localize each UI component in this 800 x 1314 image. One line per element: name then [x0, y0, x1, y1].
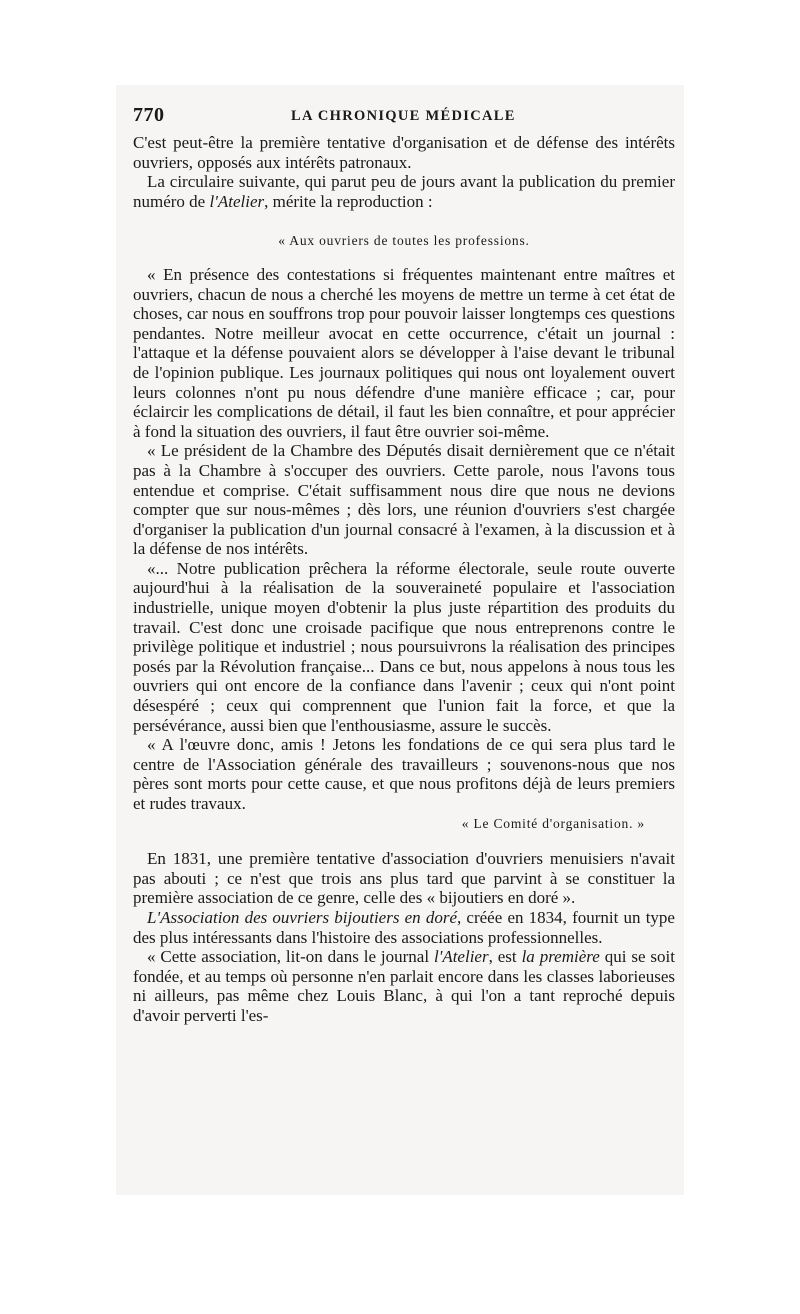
quote-paragraph-1: « En présence des contestations si fréquentes maintenant entre maîtres et ouvriers, chacun de nous a cherché les moyens de mettre un terme à cet état de choses, car nous en souffrons trop pour pouvoir laisser longtemps ces questions pendantes. Notre meilleur avocat en cette occurrence, c'était un journal : l'attaque et la défense pouvaient alors se développer à l'aise devant le tribunal de l'opinion publique. Les journaux politiques qui nous ont loyalement ouvert leurs colonnes n'ont pu nous défendre d'une manière efficace ; car, pour éclaircir les complications de détail, il faut les bien connaître, et pour apprécier à fond la situation des ouvriers, il faut être ouvrier soi-même.: [133, 264, 675, 441]
page-number: 770: [133, 104, 165, 126]
circular-title: « Aux ouvriers de toutes les professions.: [278, 233, 530, 249]
journal-title: l'Atelier: [209, 191, 265, 211]
quote-paragraph-3: «... Notre publication prêchera la réforme électorale, seule route ouverte aujourd'hui à la réalisation de la souveraineté populaire et l'association industrielle, unique moyen d'obtenir la plus juste répartition des produits du travail. C'est donc une croisade pacifique que nous entreprenons contre le privilège politique et industriel ; nous poursuivrons la réalisation des principes posés par la Révolution française... Dans ce but, nous appelons à nous tous les ouvriers qui ont encore de la confiance dans l'avenir ; ceux qui n'ont point désespéré ; ceux qui comprennent que l'union fait la force, et que la persévérance, aussi bien que l'enthousiasme, assure le succès.: [133, 558, 675, 735]
page-header: [133, 104, 675, 134]
paragraph-2: La circulaire suivante, qui parut peu de jours avant la publication du premier numéro de l'Atelier, mérite la reproduction :: [133, 172, 675, 211]
paragraph-3: En 1831, une première tentative d'association d'ouvriers menuisiers n'avait pas abouti ; ce n'est que trois ans plus tard que parvint à se constituer la première association de ce genre, celle des « bijoutiers en doré ».: [133, 849, 675, 908]
paragraph-5: « Cette association, lit-on dans le journal l'Atelier, est la première qui se soit fondée, et au temps où personne n'en parlait encore dans les classes laborieuses ni ailleurs, pas même chez Louis Blanc, à qui l'on a tant reproché depuis d'avoir perverti l'es-: [133, 947, 675, 1025]
article-body: [133, 133, 675, 1026]
paragraph-1: C'est peut-être la première tentative d'organisation et de défense des intérêts ouvriers, opposés aux intérêts patronaux.: [133, 133, 675, 172]
quote-paragraph-4: « A l'œuvre donc, amis ! Jetons les fondations de ce qui sera plus tard le centre de l'Association générale des travailleurs ; souvenons-nous que nos pères sont morts pour cette cause, et que nous profitons déjà de leurs premiers et rudes travaux.: [133, 735, 675, 813]
quote-paragraph-2: « Le président de la Chambre des Députés disait dernièrement que ce n'était pas à la Chambre à s'occuper des ouvriers. Cette parole, nous l'avons tous entendue et comprise. C'était suffisamment nous dire que nous ne devions compter que sur nous-mêmes ; dès lors, une réunion d'ouvriers s'est chargée d'organiser la publication d'un journal consacré à l'examen, à la discussion et à la défense de nos intérêts.: [133, 441, 675, 559]
paragraph-4: L'Association des ouvriers bijoutiers en doré, créée en 1834, fournit un type des plus intéressants dans l'histoire des associations professionnelles.: [133, 907, 675, 947]
running-title: LA CHRONIQUE MÉDICALE: [291, 108, 516, 124]
circular-signature: « Le Comité d'organisation. »: [461, 815, 645, 831]
